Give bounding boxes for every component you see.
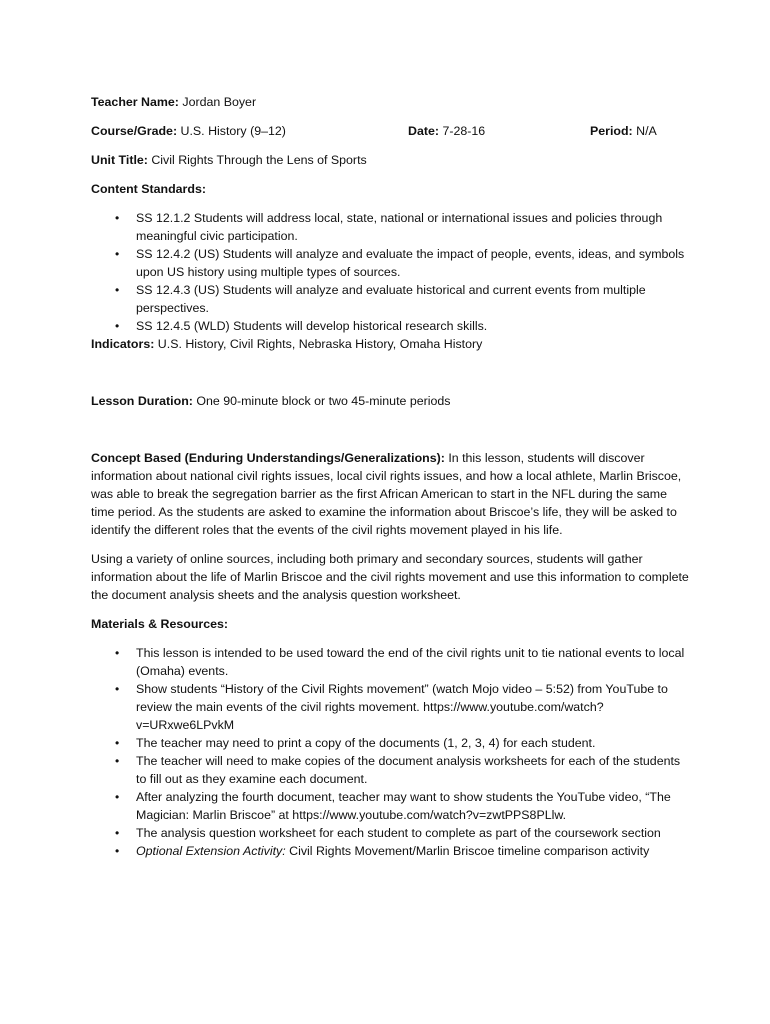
bullet-icon: • (115, 754, 120, 768)
course-grade-value: U.S. History (9–12) (180, 124, 286, 138)
materials-list (91, 644, 691, 860)
bullet-icon: • (115, 790, 120, 804)
date-value: 7-28-16 (442, 124, 486, 138)
indicators-value: U.S. History, Civil Rights, Nebraska History, Omaha History (157, 337, 483, 351)
bullet-icon: • (115, 283, 120, 297)
material-text: This lesson is intended to be used toward the end of the civil rights unit to tie national events to local (Omaha) events. (136, 646, 685, 678)
date-label: Date: (408, 124, 439, 138)
course-grade (91, 122, 408, 140)
material-text: After analyzing the fourth document, teacher may want to show students the YouTube video, “The Magician: Marlin Briscoe” at https://www.youtube.com/watch?v=zwtPPS8PLlw. (136, 790, 671, 822)
lesson-plan-page (91, 93, 691, 860)
optional-extension-label: Optional Extension Activity: (136, 844, 286, 858)
list-item (91, 281, 691, 317)
standard-text: SS 12.4.2 (US) Students will analyze and evaluate the impact of people, events, ideas, and symbols upon US history using multiple types of sources. (136, 247, 685, 279)
concept-label: Concept Based (Enduring Understandings/Generalizations): (91, 451, 445, 465)
bullet-icon: • (115, 826, 120, 840)
list-item (91, 842, 691, 860)
teacher-name-value: Jordan Boyer (182, 95, 257, 109)
list-item (91, 824, 691, 842)
list-item (91, 752, 691, 788)
optional-extension-text: Civil Rights Movement/Marlin Briscoe timeline comparison activity (289, 844, 650, 858)
lesson-duration-label: Lesson Duration: (91, 394, 193, 408)
content-standards-heading (91, 180, 691, 198)
period-value: N/A (636, 124, 657, 138)
sources-paragraph: Using a variety of online sources, including both primary and secondary sources, students will gather information about the life of Marlin Briscoe and the civil rights movement and use this information to complete the document analysis sheets and the analysis question worksheet. (91, 552, 689, 602)
indicators-line (91, 335, 691, 353)
list-item (91, 644, 691, 680)
course-date-period-line (91, 122, 691, 140)
teacher-name-line (91, 93, 691, 111)
materials-heading (91, 615, 691, 633)
bullet-icon: • (115, 319, 120, 333)
concept-paragraph (91, 449, 691, 539)
list-item (91, 209, 691, 245)
standard-text: SS 12.1.2 Students will address local, state, national or international issues and policies through meaningful civic participation. (136, 211, 663, 243)
bullet-icon: • (115, 736, 120, 750)
list-item (91, 734, 691, 752)
standard-text: SS 12.4.5 (WLD) Students will develop historical research skills. (136, 319, 488, 333)
list-item (91, 245, 691, 281)
bullet-icon: • (115, 247, 120, 261)
concept-text: In this lesson, students will discover information about national civil rights issues, local civil rights issues, and how a local athlete, Marlin Briscoe, was able to break the segregation barrier as the first African American to start in the NFL during the same time period. As the students are asked to examine the information about Briscoe’s life, they will be asked to identify the different roles that the events of the civil rights movement played in his life. (91, 451, 682, 537)
material-text: The teacher will need to make copies of the document analysis worksheets for each of the students to fill out as they examine each document. (136, 754, 681, 786)
content-standards-label: Content Standards: (91, 182, 206, 196)
standard-text: SS 12.4.3 (US) Students will analyze and evaluate historical and current events from multiple perspectives. (136, 283, 646, 315)
unit-title-label: Unit Title: (91, 153, 148, 167)
indicators-label: Indicators: (91, 337, 155, 351)
material-text: The analysis question worksheet for each student to complete as part of the coursework section (136, 826, 661, 840)
list-item (91, 317, 691, 335)
unit-title-value: Civil Rights Through the Lens of Sports (151, 153, 367, 167)
bullet-icon: • (115, 211, 120, 225)
bullet-icon: • (115, 844, 120, 858)
bullet-icon: • (115, 646, 120, 660)
date (408, 122, 590, 140)
list-item (91, 680, 691, 734)
period-label: Period: (590, 124, 633, 138)
list-item (91, 788, 691, 824)
lesson-duration-line (91, 392, 691, 410)
period (590, 122, 691, 140)
materials-label: Materials & Resources: (91, 617, 229, 631)
lesson-duration-value: One 90-minute block or two 45-minute periods (196, 394, 451, 408)
bullet-icon: • (115, 682, 120, 696)
content-standards-list (91, 209, 691, 335)
course-grade-label: Course/Grade: (91, 124, 178, 138)
material-text: Show students “History of the Civil Rights movement” (watch Mojo video – 5:52) from YouTube to review the main events of the civil rights movement. https://www.youtube.com/watch?v=URxwe6LPvkM (136, 682, 668, 732)
material-text: The teacher may need to print a copy of the documents (1, 2, 3, 4) for each student. (136, 736, 596, 750)
teacher-name-label: Teacher Name: (91, 95, 179, 109)
unit-title-line (91, 151, 691, 169)
